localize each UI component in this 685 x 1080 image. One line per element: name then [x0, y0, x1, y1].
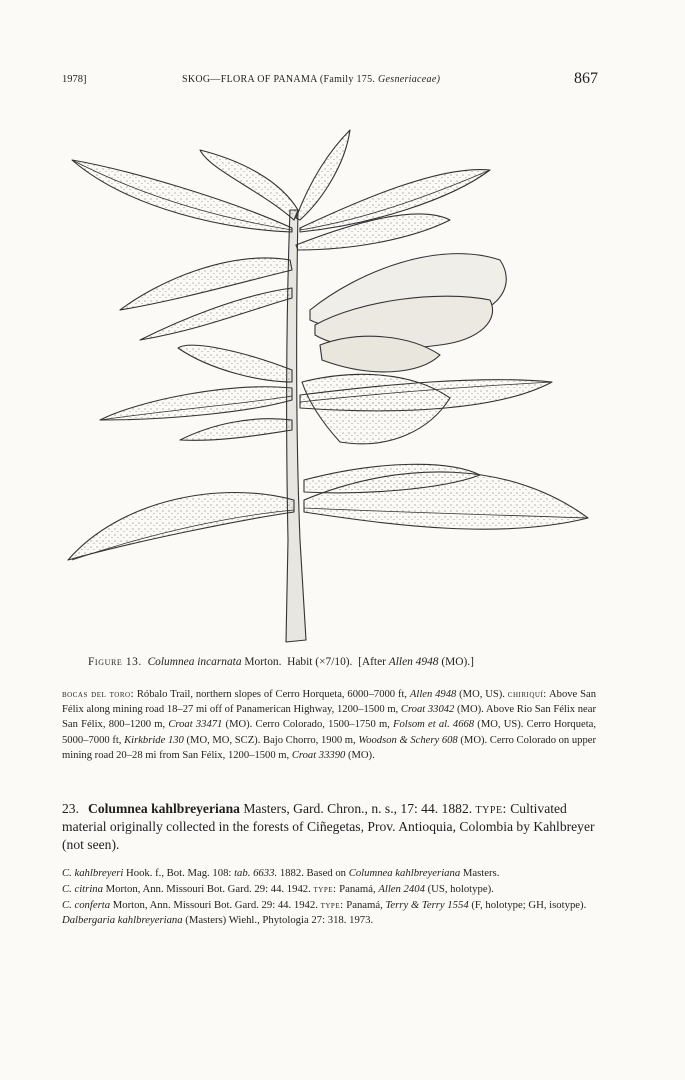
figure-after-collector: Allen 4948: [388, 656, 439, 668]
synonym-item: [62, 882, 596, 897]
plant-illustration: [60, 120, 600, 650]
text-run: Terry & Terry 1554: [385, 898, 469, 911]
text-run: (US, holotype).: [424, 882, 494, 895]
figure-after-suffix: (MO).]: [441, 656, 474, 668]
species-name: Columnea kahlbreyeriana: [88, 801, 240, 816]
text-run: C. citrina: [62, 882, 103, 895]
figure-caption: [88, 656, 608, 668]
text-run: (MO, US). Cerro Horqueta, 5000–7000 ft,: [62, 719, 597, 746]
text-run: bocas del toro:: [62, 689, 135, 700]
species-type-text: Cultivated material originally collected in the forests of Ciñegetas, Prov. Antioquia, Colombia by Kahlbreyer (not seen).: [62, 801, 595, 852]
leaf: [296, 130, 350, 220]
leaf: [178, 345, 292, 382]
text-run: (MO). Cerro Colorado, 1500–1750 m,: [222, 719, 394, 731]
text-run: Panamá,: [336, 882, 379, 895]
figure-habit: Habit (×7/10).: [287, 656, 353, 668]
running-head-family: Gesneriaceae): [378, 74, 441, 85]
text-run: (F, holotype; GH, isotype).: [468, 898, 587, 911]
figure-taxon: Columnea incarnata: [147, 656, 242, 668]
synonym-list: [62, 866, 596, 929]
text-run: Allen 2404: [378, 882, 425, 895]
figure-after-prefix: [After: [358, 656, 386, 668]
text-run: Róbalo Trail, northern slopes of Cerro Horqueta, 6000–7000 ft,: [134, 689, 410, 700]
leaf: [100, 387, 292, 420]
specimen-citations: [62, 687, 596, 763]
synonym-item: [62, 913, 596, 928]
text-run: 1882. Based on: [277, 867, 349, 879]
species-type-label: type:: [475, 801, 507, 816]
synonym-item: [62, 866, 596, 881]
leaf: [72, 160, 292, 232]
text-run: Woodson & Schery 608: [358, 734, 458, 746]
text-run: Masters.: [460, 867, 500, 879]
text-run: Columnea kahlbreyeriana: [348, 867, 461, 879]
species-entry: [62, 800, 596, 853]
leaf: [180, 419, 292, 441]
species-number: 23.: [62, 801, 79, 816]
text-run: (MO). Cerro Colorado on upper mining road 20–28 mi from San Félix, 1200–1500 m,: [62, 734, 596, 761]
running-head-title-text: SKOG—FLORA OF PANAMA (Family 175.: [182, 74, 376, 85]
text-run: (MO, MO, SCZ). Bajo Chorro, 1900 m,: [183, 734, 359, 746]
text-run: C. conferta: [62, 898, 111, 911]
synonym-item: [62, 898, 596, 913]
text-run: Morton, Ann. Missouri Bot. Gard. 29: 44. 1942.: [110, 898, 321, 911]
text-run: Folsom et al. 4668: [393, 719, 475, 731]
page-number: 867: [574, 70, 598, 87]
running-head-title: [182, 74, 440, 85]
columnea-drawing: [60, 120, 600, 650]
figure-author: Morton.: [244, 656, 282, 668]
text-run: Panamá,: [343, 898, 386, 911]
running-head: [0, 72, 685, 94]
text-run: Above San Félix along mining road 18–27 mi off of Panamerican Highway, 1200–1500 m,: [62, 689, 596, 716]
text-run: tab. 6633.: [234, 867, 278, 879]
text-run: (Masters) Wiehl., Phytologia 27: 318. 1973.: [182, 914, 374, 927]
text-run: (MO).: [345, 749, 375, 761]
text-run: Croat 33042: [400, 704, 455, 716]
text-run: Morton, Ann. Missouri Bot. Gard. 29: 44. 1942.: [102, 882, 314, 895]
text-run: chiriquí:: [507, 689, 547, 700]
text-run: type:: [320, 898, 344, 911]
figure-label: Figure 13.: [88, 656, 142, 668]
text-run: Allen 4948: [409, 689, 457, 700]
text-run: Dalbergaria kahlbreyeriana: [62, 914, 183, 927]
species-citation: Masters, Gard. Chron., n. s., 17: 44. 1882.: [239, 801, 476, 816]
text-run: (MO, US).: [456, 689, 508, 700]
text-run: type:: [313, 882, 337, 895]
running-head-year: 1978]: [62, 74, 87, 85]
text-run: Hook. f., Bot. Mag. 108:: [123, 867, 235, 879]
text-run: Croat 33390: [291, 749, 346, 761]
text-run: Croat 33471: [168, 719, 223, 731]
text-run: C. kahlbreyeri: [62, 867, 124, 879]
text-run: Kirkbride 130: [124, 734, 184, 746]
text-run: (MO). Above Rio San Félix near San Félix, 800–1200 m,: [62, 704, 596, 731]
